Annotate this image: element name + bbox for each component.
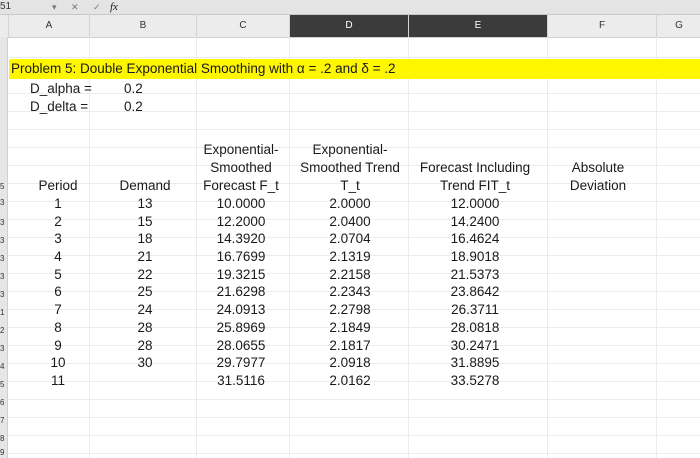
- header-forecast-line3[interactable]: Forecast F_t: [203, 178, 279, 193]
- demand-cell[interactable]: 15: [137, 213, 153, 229]
- trend-cell[interactable]: 2.0918: [329, 355, 371, 371]
- column-header-b[interactable]: B: [89, 15, 196, 37]
- row-number[interactable]: 6: [0, 398, 5, 407]
- row-number[interactable]: 5: [0, 182, 5, 191]
- forecast-cell[interactable]: 29.7977: [216, 355, 266, 371]
- grid-line: [8, 417, 700, 418]
- row-number[interactable]: 7: [0, 416, 5, 425]
- row-number[interactable]: 3: [0, 198, 5, 207]
- period-cell[interactable]: 5: [54, 266, 62, 282]
- header-fit-line2[interactable]: Trend FIT_t: [439, 178, 511, 193]
- grid-line: [8, 57, 700, 58]
- row-number[interactable]: 4: [0, 362, 5, 371]
- forecast-cell[interactable]: 31.5116: [217, 372, 265, 388]
- column-header-g[interactable]: G: [656, 15, 700, 37]
- column-header-e[interactable]: E: [408, 15, 547, 37]
- fit-cell[interactable]: 26.3711: [451, 302, 499, 318]
- row-number[interactable]: 3: [0, 218, 5, 227]
- header-fit-line1: Forecast Including: [419, 160, 531, 175]
- forecast-cell[interactable]: 14.3920: [216, 231, 266, 247]
- row-number[interactable]: 1: [0, 308, 5, 317]
- grid-line: [8, 129, 700, 130]
- trend-cell[interactable]: 2.2798: [329, 302, 371, 318]
- forecast-cell[interactable]: 16.7699: [216, 249, 266, 265]
- column-fit: [410, 195, 540, 390]
- row-number[interactable]: 3: [0, 290, 5, 299]
- trend-cell[interactable]: 2.0162: [329, 372, 371, 388]
- header-demand[interactable]: Demand: [119, 178, 171, 193]
- grid-line: [8, 111, 700, 112]
- demand-cell[interactable]: 30: [137, 355, 153, 371]
- fit-cell[interactable]: 30.2471: [450, 337, 500, 353]
- period-cell[interactable]: 2: [54, 213, 62, 229]
- column-header-d[interactable]: D: [289, 15, 408, 37]
- forecast-cell[interactable]: 25.8969: [216, 319, 266, 335]
- demand-cell[interactable]: 18: [137, 231, 153, 247]
- column-header-c[interactable]: C: [196, 15, 289, 37]
- fx-icon[interactable]: fx: [110, 1, 118, 13]
- name-box[interactable]: 51: [0, 1, 12, 12]
- row-number[interactable]: 5: [0, 380, 5, 389]
- period-cell[interactable]: 3: [54, 231, 62, 247]
- forecast-cell[interactable]: 24.0913: [216, 302, 266, 318]
- row-header-gutter: [0, 37, 8, 458]
- column-period: [8, 195, 108, 390]
- forecast-cell[interactable]: 21.6298: [216, 284, 266, 300]
- period-cell[interactable]: 7: [54, 302, 62, 318]
- period-cell[interactable]: 6: [54, 284, 62, 300]
- alpha-value[interactable]: 0.2: [124, 81, 143, 96]
- column-header-f[interactable]: F: [547, 15, 656, 37]
- demand-cell[interactable]: 22: [137, 266, 153, 282]
- period-cell[interactable]: 9: [54, 337, 62, 353]
- row-number[interactable]: 2: [0, 326, 5, 335]
- header-period[interactable]: Period: [38, 178, 78, 193]
- header-forecast-line2: Smoothed: [210, 160, 272, 175]
- grid-line: [8, 453, 700, 454]
- period-cell[interactable]: 1: [54, 196, 62, 211]
- fit-cell[interactable]: 31.8895: [450, 355, 500, 371]
- trend-cell[interactable]: 2.0000: [329, 196, 371, 211]
- trend-cell[interactable]: 2.1319: [329, 249, 371, 265]
- trend-cell[interactable]: 2.0704: [329, 231, 371, 247]
- fit-cell[interactable]: 12.0000: [450, 196, 500, 211]
- forecast-cell[interactable]: 19.3215: [216, 266, 266, 282]
- demand-cell[interactable]: 28: [137, 319, 153, 335]
- header-trend-line3[interactable]: T_t: [340, 178, 360, 193]
- grid-line: [8, 435, 700, 436]
- column-forecast: [186, 195, 296, 390]
- demand-cell[interactable]: 25: [137, 284, 153, 300]
- formula-bar-icons[interactable]: ▾ ✕ ✓: [52, 2, 107, 12]
- column-header-a[interactable]: A: [8, 15, 89, 37]
- fit-cell[interactable]: 23.8642: [450, 284, 500, 300]
- demand-cell[interactable]: 13: [137, 196, 153, 211]
- row-number[interactable]: 3: [0, 272, 5, 281]
- grid-line: [656, 37, 657, 458]
- period-cell[interactable]: 4: [54, 249, 62, 265]
- row-number[interactable]: 8: [0, 434, 5, 443]
- trend-cell[interactable]: 2.0400: [329, 213, 371, 229]
- grid-line: [547, 37, 548, 458]
- row-number[interactable]: 3: [0, 344, 5, 353]
- row-number[interactable]: 9: [0, 448, 5, 457]
- header-dev-line2[interactable]: Deviation: [569, 178, 627, 193]
- fit-cell[interactable]: 28.0818: [450, 319, 500, 335]
- fit-cell[interactable]: 16.4624: [450, 231, 500, 247]
- demand-cell[interactable]: [95, 372, 195, 390]
- trend-cell[interactable]: 2.2343: [329, 284, 371, 300]
- trend-cell[interactable]: 2.1817: [329, 337, 371, 353]
- problem-title[interactable]: Problem 5: Double Exponential Smoothing with α = .2 and δ = .2: [11, 61, 396, 76]
- header-dev-line1: Absolute: [571, 160, 625, 175]
- row-number[interactable]: 3: [0, 254, 5, 263]
- fit-cell[interactable]: 14.2400: [450, 213, 500, 229]
- header-trend-line1: Exponential-: [312, 142, 388, 157]
- header-trend-line2: Smoothed Trend: [300, 160, 400, 175]
- row-number[interactable]: 3: [0, 236, 5, 245]
- delta-label[interactable]: D_delta =: [30, 99, 89, 114]
- forecast-cell[interactable]: 28.0655: [216, 337, 266, 353]
- delta-value[interactable]: 0.2: [124, 99, 143, 114]
- demand-cell[interactable]: 24: [137, 302, 153, 318]
- alpha-label[interactable]: D_alpha =: [30, 81, 92, 96]
- column-trend: [290, 195, 410, 390]
- demand-cell[interactable]: 21: [137, 249, 153, 265]
- grid-line: [8, 93, 700, 94]
- grid-line: [8, 399, 700, 400]
- fit-cell[interactable]: 21.5373: [450, 266, 500, 282]
- forecast-cell[interactable]: 12.2000: [216, 213, 266, 229]
- fit-cell[interactable]: 33.5278: [450, 372, 500, 388]
- fit-cell[interactable]: 18.9018: [450, 249, 500, 265]
- header-forecast-line1: Exponential-: [203, 142, 279, 157]
- column-header-bar: [0, 15, 700, 38]
- formula-bar: [0, 0, 700, 15]
- trend-cell[interactable]: 2.1849: [329, 319, 371, 335]
- forecast-cell[interactable]: 10.0000: [216, 196, 266, 211]
- period-cell[interactable]: 8: [54, 319, 62, 335]
- period-cell[interactable]: 11: [50, 372, 65, 388]
- period-cell[interactable]: 10: [50, 355, 66, 371]
- trend-cell[interactable]: 2.2158: [329, 266, 371, 282]
- column-demand: [95, 195, 195, 390]
- demand-cell[interactable]: 28: [137, 337, 153, 353]
